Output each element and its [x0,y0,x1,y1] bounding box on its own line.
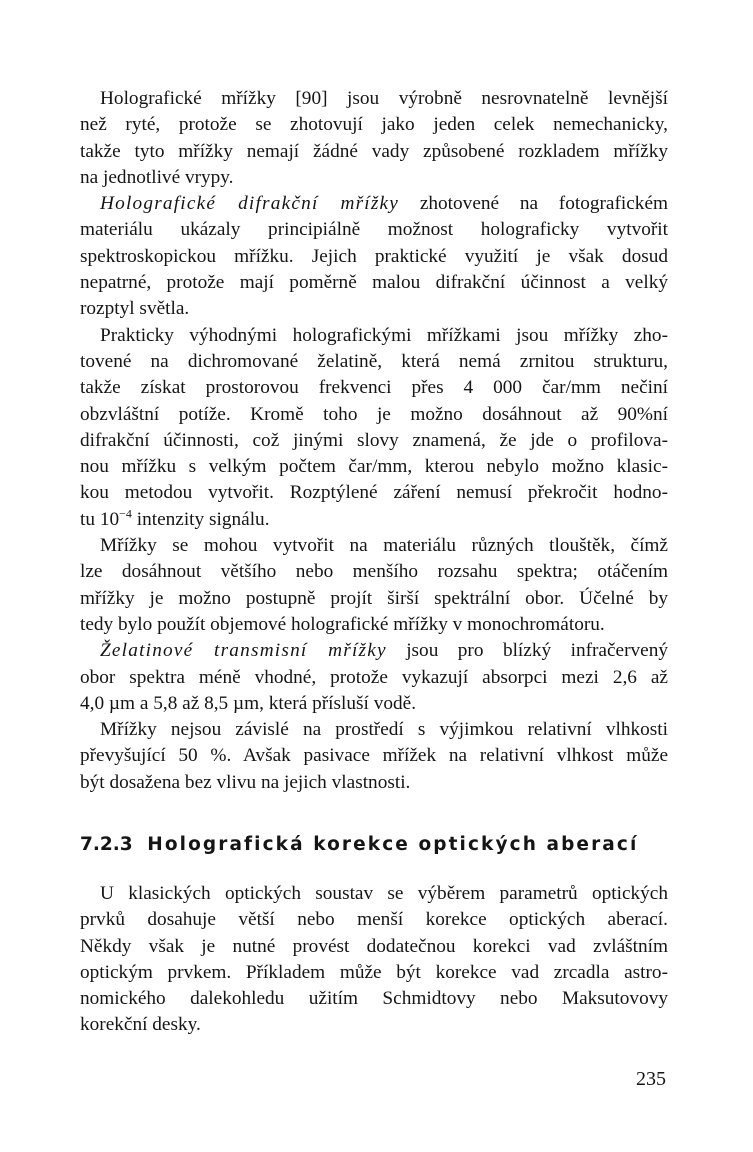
text-segment: takže získat prostorovou frekvenci přes 4 000 čar/mm nečiní [80,377,668,399]
text-line [80,86,668,112]
text-segment: jsou pro blízký infračervený [386,640,668,662]
paragraph [80,881,668,1039]
text-line [80,691,668,717]
text-line [80,907,668,933]
text-line [80,533,668,559]
text-line [80,112,668,138]
text-segment: převyšující 50 %. Avšak pasivace mřížek na relativní vlhkost může [80,745,668,767]
text-line [80,1012,668,1038]
text-segment: obor spektra méně vhodné, protože vykazují absorpci mezi 2,6 až [80,666,668,688]
text-line [80,165,668,191]
text-segment: 4,0 µm a 5,8 až 8,5 µm, která přísluší vodě. [80,692,417,714]
text-line [80,191,668,217]
text-line [80,428,668,454]
text-segment: nepatrné, protože mají poměrně malou difrakční účinnost a velký [80,272,668,294]
text-segment: než ryté, protože se zhotovují jako jeden celek nemechanicky, [80,114,668,136]
text-line [80,770,668,796]
paragraph [80,533,668,638]
text-segment: tu 10 [80,508,120,530]
text-line [80,986,668,1012]
text-line [80,743,668,769]
text-segment: korekční desky. [80,1014,201,1036]
body-text-bottom [80,881,668,1039]
text-segment: spektroskopickou mřížku. Jejich praktické využití je však dosud [80,245,668,267]
text-segment: prvků dosahuje větší nebo menší korekce optických aberací. [80,909,668,931]
body-text-top [80,86,668,796]
text-segment: nou mřížku s velkým počtem čar/mm, kterou nebylo možno klasic- [80,456,668,478]
paragraph [80,323,668,533]
section-number: 7.2.3 [80,834,133,855]
text-line [80,375,668,401]
text-line [80,507,668,533]
paragraph [80,86,668,191]
text-line [80,559,668,585]
text-line [80,638,668,664]
text-segment: být dosažena bez vlivu na jejich vlastnosti. [80,771,411,793]
text-segment: lze dosáhnout většího nebo menšího rozsahu spektra; otáčením [80,561,668,583]
text-line [80,296,668,322]
text-line [80,934,668,960]
text-segment: na jednotlivé vrypy. [80,166,234,188]
text-line [80,217,668,243]
text-line [80,717,668,743]
text-segment: Mřížky se mohou vytvořit na materiálu různých tlouštěk, čímž [100,535,668,557]
text-line [80,665,668,691]
text-line [80,270,668,296]
text-line [80,244,668,270]
text-line [80,960,668,986]
text-segment: Mřížky nejsou závislé na prostředí s výjimkou relativní vlhkosti [100,719,668,741]
text-segment: tovené na dichromované želatině, která nemá zrnitou strukturu, [80,350,668,372]
text-segment: difrakční účinnosti, což jinými slovy znamená, že jde o profilova- [80,429,668,451]
text-line [80,480,668,506]
text-segment: obzvláštní potíže. Kromě toho je možno dosáhnout až 90%ní [80,403,668,425]
text-line [80,612,668,638]
text-line [80,139,668,165]
text-line [80,323,668,349]
text-line [80,586,668,612]
text-segment: takže tyto mřížky nemají žádné vady způsobené rozkladem mřížky [80,140,668,162]
text-segment: zhotovené na fotografickém [399,193,668,215]
text-line [80,454,668,480]
text-segment: rozptyl světla. [80,298,190,320]
text-segment: intenzity signálu. [131,508,270,530]
superscript: −4 [119,506,132,521]
text-line [80,349,668,375]
paragraph [80,638,668,717]
paragraph [80,191,668,322]
text-segment: Někdy však je nutné provést dodatečnou korekci vad zvláštním [80,935,668,957]
section-heading [80,834,638,855]
text-segment: U klasických optických soustav se výběrem parametrů optických [100,883,668,904]
text-segment: Prakticky výhodnými holografickými mřížkami jsou mřížky zho- [100,324,668,346]
text-segment: Holografické mřížky [90] jsou výrobně nesrovnatelně levnější [100,88,668,109]
text-line [80,881,668,907]
text-segment: nomického dalekohledu užitím Schmidtovy nebo Maksutovovy [80,988,668,1010]
text-segment: mřížky je možno postupně projít širší spektrální obor. Účelné by [80,587,668,609]
page-number: 235 [636,1068,666,1090]
italic-term: Holografické difrakční mřížky [100,193,400,215]
section-title: Holografická korekce optických aberací [147,834,639,855]
italic-term: Želatinové transmisní mřížky [100,640,387,662]
text-line [80,402,668,428]
text-segment: materiálu ukázaly principiálně možnost holograficky vytvořit [80,219,668,241]
paragraph [80,717,668,796]
text-segment: tedy bylo použít objemové holografické mřížky v monochromátoru. [80,613,605,635]
text-segment: kou metodou vytvořit. Rozptýlené záření nemusí překročit hodno- [80,482,668,504]
text-segment: optickým prvkem. Příkladem může být korekce vad zrcadla astro- [80,961,668,983]
